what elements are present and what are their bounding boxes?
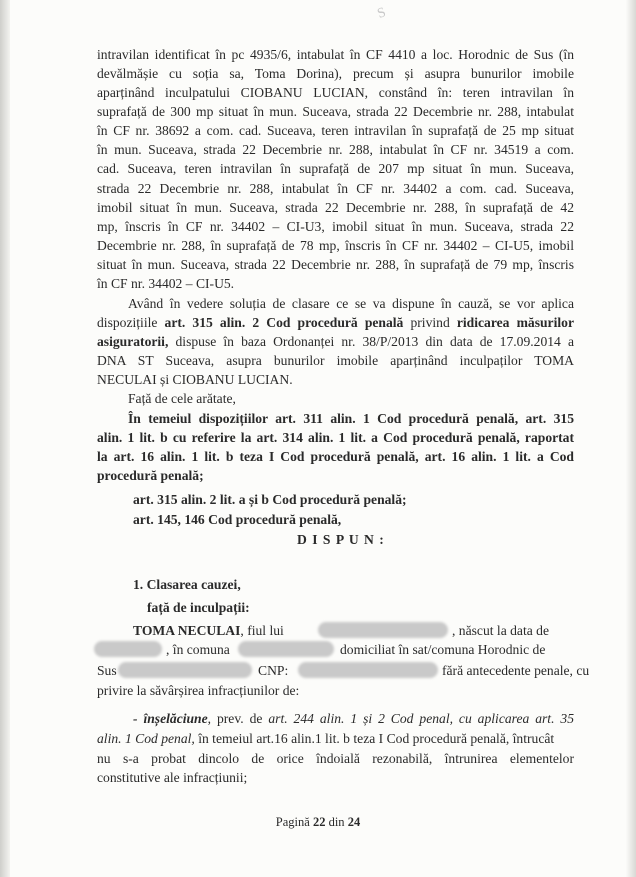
section-subheading: față de inculpații: [147,600,250,615]
text-line: suprafață de 300 mp situat în mun. Suceava, strada 22 Decembrie nr. 288, intabulat [97,104,574,119]
text-line: strada 22 Decembrie nr. 288, intabulat în CF nr. 34402 a com. cad. Suceava, [97,181,574,196]
text-line: constitutive ale infracțiunii; [97,770,248,785]
text-line: - înșelăciune, prev. de art. 244 alin. 1 și 2 Cod penal, cu aplicarea art. 35 [133,711,574,726]
text-line: imobil situat în mun. Suceava, strada 22 Decembrie nr. 288, în suprafață de 42 [97,200,574,215]
text-line: în mun. Suceava, strada 22 Decembrie nr. 288, intabulat în CF nr. 34519 a com. [97,142,574,157]
text-line: aparținând inculpatului CIOBANU LUCIAN, constând în: teren intravilan în [97,85,574,100]
legal-basis-line: la art. 16 alin. 1 lit. b teza I Cod procedură penală, art. 16 alin. 1 lit. a Cod [97,449,574,464]
legal-basis-line: procedură penală; [97,468,204,483]
text-line: cad. Suceava, teren intravilan în suprafață de 207 mp situat în mun. Suceava, [97,161,574,176]
redaction-blur [118,662,252,678]
text-line: Având în vedere soluția de clasare ce se va dispune în cauză, se vor aplica [128,296,574,311]
text-line: în CF nr. 34402 – CI-U5. [97,276,235,291]
text-line: privire la săvârșirea infracțiunilor de: [97,683,300,698]
redaction-blur [318,622,448,638]
corner-mark: S [375,5,388,22]
text-line: , născut la data de [452,623,550,638]
text-line: asiguratorii, dispuse în baza Ordonanței nr. 38/P/2013 din data de 17.09.2014 a [97,334,574,349]
legal-basis-line: art. 315 alin. 2 lit. a și b Cod procedură penală; [133,492,407,507]
legal-basis-line: În temeiul dispozițiilor art. 311 alin. 1 Cod procedură penală, art. 315 [128,411,574,426]
text-line: domiciliat în sat/comuna Horodnic de [340,642,546,657]
text-line: mp, înscris în CF nr. 34402 – CI-U3, imobil situat în mun. Suceava, strada 22 [97,219,574,234]
legal-basis-line: alin. 1 lit. b cu referire la art. 314 alin. 1 lit. a Cod procedură penală, raportat [97,430,574,445]
text-line: nu s-a probat dincolo de orice îndoială rezonabilă, întrunirea elementelor [97,751,574,766]
scan-edge-right [626,0,636,877]
legal-basis-line: art. 145, 146 Cod procedură penală, [133,512,342,527]
section-heading: 1. Clasarea cauzei, [133,577,241,592]
text-line: , în comuna [166,642,230,657]
text-line: alin. 1 Cod penal, în temeiul art.16 alin.1 lit. b teza I Cod procedură penală, întrucât [97,731,555,746]
text-line: DNA ST Suceava, asupra bunurilor imobile aparținând inculpaților TOMA [97,353,574,368]
redaction-blur [94,641,162,657]
text-line: NECULAI și CIOBANU LUCIAN. [97,372,293,387]
scan-edge-left [0,0,10,877]
page-footer: Pagină 22 din 24 [275,815,361,829]
text-line: fără antecedente penale, cu [442,663,590,678]
text-line: intravilan identificat în pc 4935/6, intabulat în CF 4410 a loc. Horodnic de Sus (în [97,47,574,62]
text-line: Decembrie nr. 288, în suprafață de 78 mp, înscris în CF nr. 34402 – CI-U5, imobil [97,238,574,253]
text-line: CNP: [258,663,289,678]
text-line: devălmășie cu soția sa, Toma Dorina), precum și asupra bunurilor imobile [97,66,574,81]
redaction-blur [298,662,438,678]
redaction-blur [238,641,334,657]
text-line: dispozițiile art. 315 alin. 2 Cod procedură penală privind ridicarea măsurilor [97,315,574,330]
text-line: Față de cele arătate, [128,391,236,406]
text-line: situat în mun. Suceava, strada 22 Decembrie nr. 288, în suprafață de 79 mp, înscris [97,257,574,272]
text-line: TOMA NECULAI, fiul lui [133,623,284,638]
dispun-heading: D I S P U N : [297,532,385,547]
text-line: în CF nr. 38692 a com. cad. Suceava, teren intravilan în suprafață de 25 mp situat [97,123,574,138]
text-line: Sus [97,663,117,678]
